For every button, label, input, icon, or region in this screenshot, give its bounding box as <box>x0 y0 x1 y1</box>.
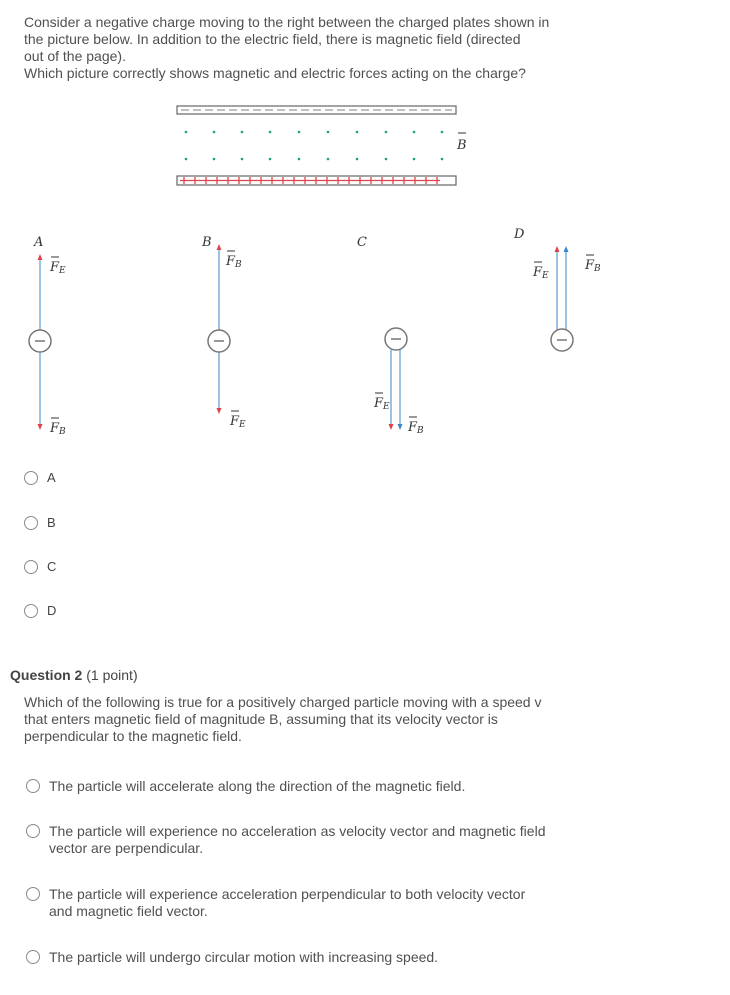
svg-text:FE: FE <box>50 260 66 276</box>
force-label-fe <box>49 257 66 276</box>
question2-title <box>10 667 138 683</box>
answer-2[interactable] <box>26 823 626 857</box>
panel-d <box>513 227 601 351</box>
question2-line: Which of the following is true for a positively charged particle moving with a speed v <box>24 694 542 710</box>
radio-d[interactable] <box>24 604 38 618</box>
question2-points: (1 point) <box>86 667 138 683</box>
option-d[interactable] <box>24 603 56 618</box>
radio-answer-2[interactable] <box>26 824 40 838</box>
radio-answer-1[interactable] <box>26 779 40 793</box>
radio-answer-4[interactable] <box>26 950 40 964</box>
radio-answer-3[interactable] <box>26 887 40 901</box>
option-c[interactable] <box>24 559 56 574</box>
force-label-fb <box>584 255 601 274</box>
answer-text: The particle will accelerate along the direction of the magnetic field. <box>49 778 466 794</box>
svg-text:B: B <box>202 235 212 250</box>
option-label: A <box>47 470 56 485</box>
panel-c <box>357 235 424 436</box>
radio-a[interactable] <box>24 471 38 485</box>
question1-line: Consider a negative charge moving to the right between the charged plates shown in <box>24 14 550 30</box>
svg-text:A: A <box>34 235 44 250</box>
svg-text:B: B <box>457 138 467 153</box>
force-label-fe <box>532 262 549 281</box>
answer-text: The particle will experience no acceleration as velocity vector and magnetic field vector are perpendicular. <box>49 823 546 856</box>
answer-1[interactable] <box>26 778 626 795</box>
forces-figure <box>0 95 730 445</box>
question1-text <box>24 14 624 82</box>
radio-b[interactable] <box>24 516 38 530</box>
svg-text:FB: FB <box>50 421 66 437</box>
option-label: B <box>47 515 56 530</box>
answer-3[interactable] <box>26 886 626 920</box>
question1-line: Which picture correctly shows magnetic and electric forces acting on the charge? <box>24 65 526 81</box>
force-label-fb <box>225 251 242 270</box>
option-b[interactable] <box>24 515 56 530</box>
svg-text:FE: FE <box>533 265 549 281</box>
svg-text:FB: FB <box>226 254 242 270</box>
force-label-fb <box>49 418 66 437</box>
question1-line: the picture below. In addition to the electric field, there is magnetic field (directed <box>24 31 521 47</box>
negative-plate <box>177 106 456 114</box>
question2-line: perpendicular to the magnetic field. <box>24 728 242 744</box>
panel-b <box>201 235 246 430</box>
panel-a <box>29 235 66 437</box>
answer-4[interactable] <box>26 949 626 966</box>
option-label: C <box>47 559 57 574</box>
question2-number: Question 2 <box>10 667 83 683</box>
option-a[interactable] <box>24 470 56 485</box>
question2-line: that enters magnetic field of magnitude B, assuming that its velocity vector is <box>24 711 498 727</box>
field-label <box>456 133 467 153</box>
force-label-fb <box>407 417 424 436</box>
option-label: D <box>47 603 57 618</box>
svg-text:FE: FE <box>230 414 246 430</box>
question2-text <box>24 694 614 745</box>
svg-text:FB: FB <box>408 420 424 436</box>
svg-text:FE: FE <box>374 396 390 412</box>
magnetic-field-dots <box>185 131 444 161</box>
answer-text: The particle will experience acceleration perpendicular to both velocity vector and magnetic field vector. <box>49 886 526 919</box>
svg-text:D: D <box>514 227 525 242</box>
answer-text: The particle will undergo circular motion with increasing speed. <box>49 949 439 965</box>
radio-c[interactable] <box>24 560 38 574</box>
force-label-fe <box>373 393 390 412</box>
positive-plate <box>177 176 456 185</box>
question1-line: out of the page). <box>24 48 126 64</box>
svg-text:FB: FB <box>585 258 601 274</box>
force-label-fe <box>229 411 246 430</box>
svg-text:C: C <box>357 235 367 250</box>
